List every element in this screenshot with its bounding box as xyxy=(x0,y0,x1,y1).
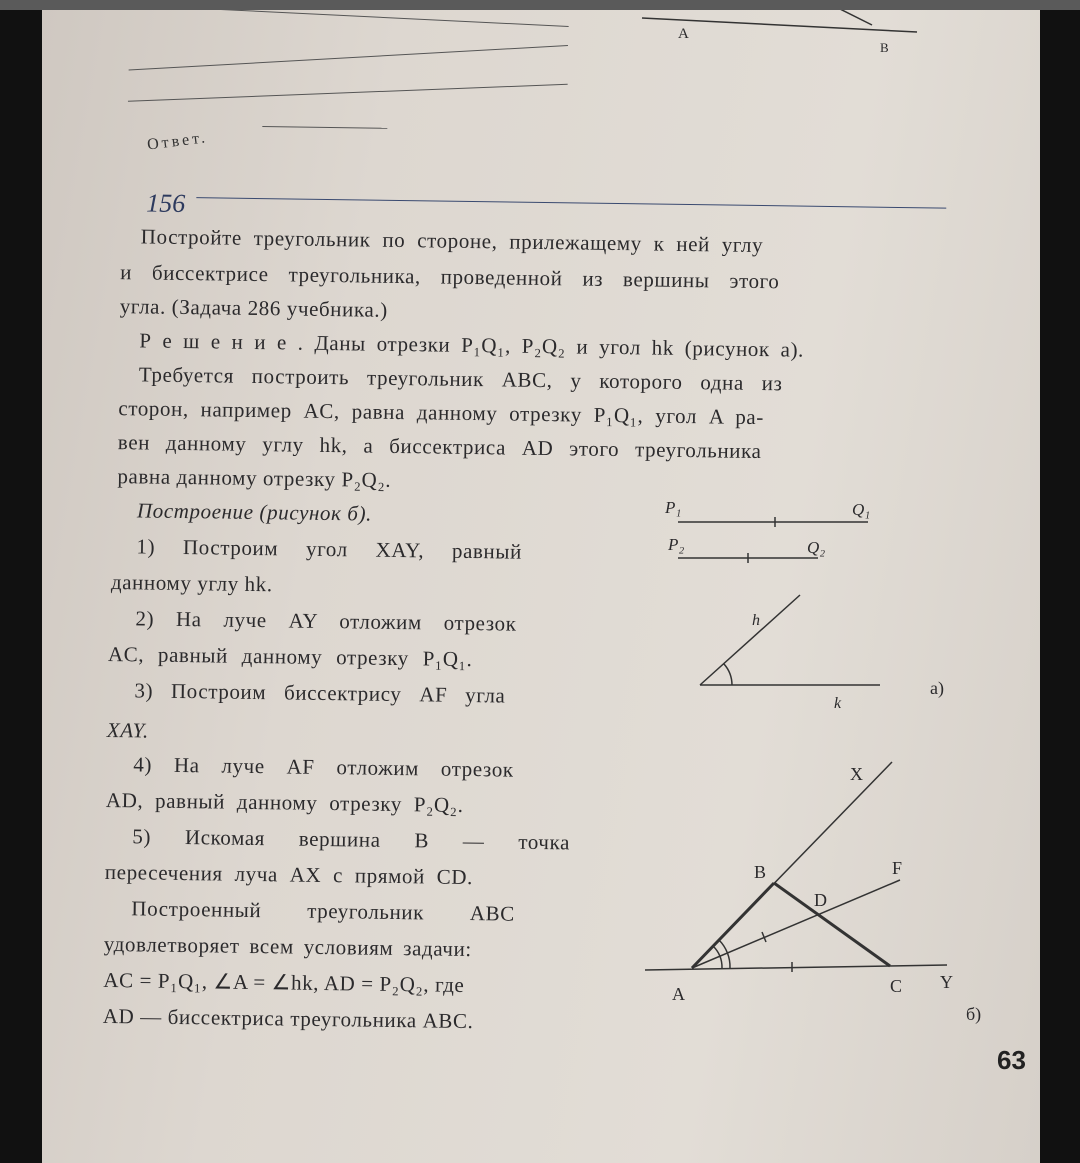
text-line: XAY. xyxy=(106,717,149,743)
label-q2: Q₂ xyxy=(807,538,826,557)
text-line: угла. (Задача 286 учебника.) xyxy=(119,294,388,322)
label-k: k xyxy=(834,695,842,712)
caption-a: а) xyxy=(930,678,944,698)
text-line: 4) На луче AF отложим отрезок xyxy=(133,752,514,782)
figures xyxy=(42,10,1040,1163)
label-y: Y xyxy=(940,972,953,992)
ray-af xyxy=(692,880,900,968)
text-line: AC = P₁Q₁, ∠A = ∠hk, AD = P₂Q₂, где xyxy=(103,967,465,997)
text-line: пересечения луча AX с прямой CD. xyxy=(104,859,474,890)
answer-label: Ответ. xyxy=(146,129,209,154)
label-b: B xyxy=(754,862,767,882)
text-line: 3) Построим биссектрису AF угла xyxy=(134,678,506,708)
text-line: вен данному углу hk, а биссектриса AD этого треугольника xyxy=(117,430,762,464)
label-a: A xyxy=(672,984,685,1004)
text-line: AD — биссектриса треугольника ABC. xyxy=(102,1003,474,1034)
label-f: F xyxy=(892,858,903,878)
textbook-page xyxy=(42,10,1040,1163)
text-line: удовлетворяет всем условиям задачи: xyxy=(103,931,472,962)
label-p1: P₁ xyxy=(665,498,682,517)
text-line: 2) На луче AY отложим отрезок xyxy=(135,606,517,636)
ray-h xyxy=(700,595,800,685)
label-b: B xyxy=(880,40,889,55)
label-c: C xyxy=(890,976,903,996)
caption-b: б) xyxy=(966,1004,982,1024)
text-line: Построенный треугольник ABC xyxy=(131,896,516,926)
text-line: данному углу hk. xyxy=(110,569,273,597)
page-number: 63 xyxy=(997,1045,1026,1075)
label-p2: P₂ xyxy=(668,535,685,554)
segment xyxy=(832,10,872,25)
text-line: 1) Построим угол XAY, равный xyxy=(136,534,523,564)
text-line: AC, равный данному отрезку P₁Q₁. xyxy=(107,641,473,672)
angle-arc xyxy=(724,664,732,685)
ray-ay xyxy=(645,965,947,970)
text-line: сторон, например AC, равна данному отрезку P₁Q₁, угол A ра- xyxy=(118,396,765,430)
label-a: A xyxy=(678,26,689,42)
text-line: Постройте треугольник по стороне, прилежащему к ней углу xyxy=(140,224,764,258)
task-number: 156 xyxy=(146,188,186,218)
label-d: D xyxy=(814,890,827,910)
label-q1: Q₁ xyxy=(852,500,871,519)
text-line: 5) Искомая вершина B — точка xyxy=(132,824,571,855)
label-x: X xyxy=(850,764,863,784)
text-line: Построение (рисунок б). xyxy=(136,498,373,526)
text-line: равна данному отрезку P₂Q₂. xyxy=(117,464,392,492)
figure-a xyxy=(678,517,880,685)
text-line: и биссектрисе треугольника, проведенной из вершины этого xyxy=(120,260,780,294)
label-h: h xyxy=(752,612,760,629)
segment-ab xyxy=(692,883,774,968)
text-line: Требуется построить треугольник ABC, у которого одна из xyxy=(138,362,783,396)
top-bar xyxy=(0,0,1080,10)
text-line: AD, равный данному отрезку P₂Q₂. xyxy=(105,787,464,817)
segment-bc xyxy=(774,883,890,966)
text-line: Р е ш е н и е . Даны отрезки P₁Q₁, P₂Q₂ и угол hk (рисунок а). xyxy=(139,328,805,362)
